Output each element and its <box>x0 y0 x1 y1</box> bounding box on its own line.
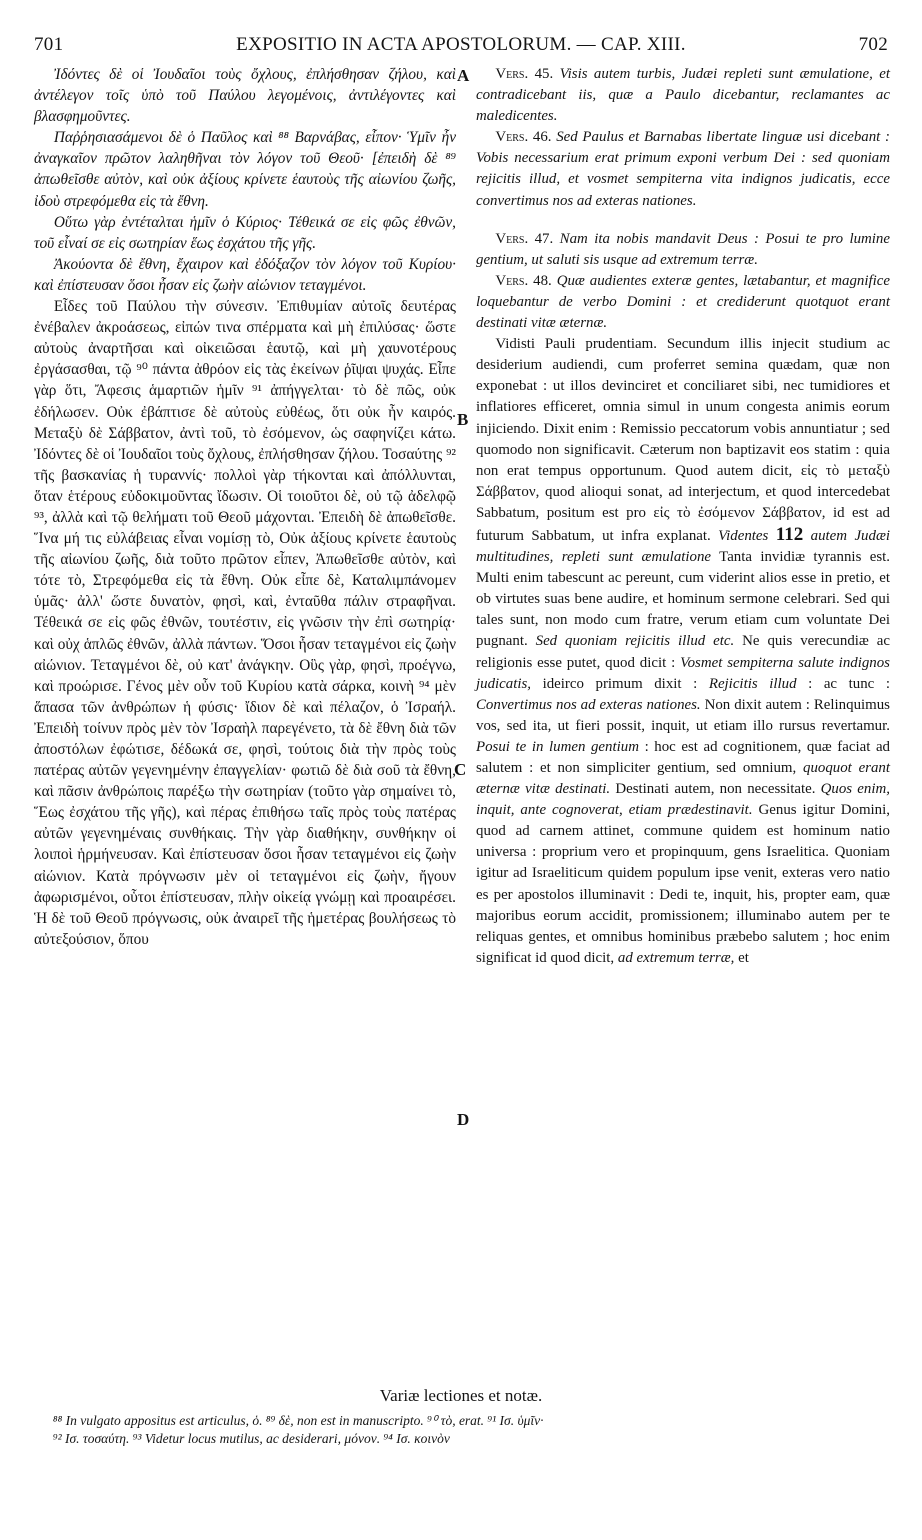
margin-mark-b: B <box>457 410 469 429</box>
verse-text: Sed Paulus et Barnabas libertate linguæ usi dicebant : Vobis necessarium erat primum exponi verbum Dei : sed quoniam rejicitis illud, et vosmet sempiterna vita indignos judicatis, ecce convertimus nos ad exteras nationes. <box>476 129 890 209</box>
running-title: EXPOSITIO IN ACTA APOSTOLORUM. — CAP. XIII. <box>236 34 686 55</box>
page-number-left: 701 <box>34 34 64 55</box>
greek-verse-47: Οὕτω γὰρ ἐντέταλται ἡμῖν ὁ Κύριος· Τέθεικά σε εἰς φῶς ἐθνῶν, τοῦ εἶναί σε εἰς σωτηρίαν ἕως ἐσχάτου τῆς γῆς. <box>34 213 456 252</box>
lemma: Convertimus nos ad exteras nationes. <box>476 696 701 713</box>
commentary-text: Non dixit autem : Relinquimus vos, sed ita, ut fieri possit, inquit, ut etiam illo rursus revertamur. <box>476 696 890 734</box>
latin-verse-45 <box>476 64 890 127</box>
commentary-text: Ne quis verecundiæ ac religionis esse putet, quod dicit : <box>476 633 890 671</box>
lemma: ad extremum terræ, <box>617 949 735 966</box>
verse-label: Vers. 48. <box>495 272 552 289</box>
commentary-text: Destinati autem, non necessitate. <box>615 781 816 798</box>
lemma: Sed quoniam rejicitis illud etc. <box>535 633 735 650</box>
greek-column <box>34 64 456 950</box>
lemma: quoquot erant æternæ vitæ destinati. <box>476 760 890 798</box>
verse-text: Visis autem turbis, Judæi repleti sunt æmulatione, et contradicebant iis, quæ a Paulo dicebantur, reclamantes ac maledicentes. <box>476 66 890 125</box>
commentary-text: Genus igitur Domini, quod ad carnem attinet, commune quidem est hominum natio universa : proprium vero et propinquum, gens Israelitica. Quoniam igitur ad Israeliticum quidem populum ipse venit, exteras vero natio es per apostolos illuminavit : Dedi te, inquit, his, propter eam, quæ majoribus eorum accidit, promissionem; illuminabo autem per te reliquas gentes, et omnibus hominibus præbebo salutem ; hoc enim significat id quod dicit, <box>476 802 890 966</box>
greek-verse-48: Ἀκούοντα δὲ ἔθνη, ἔχαιρον καὶ ἐδόξαζον τὸν λόγον τοῦ Κυρίου· καὶ ἐπίστευσαν ὅσοι ἦσαν εἰς ζωὴν αἰώνιον τεταγμένοι. <box>34 255 456 294</box>
latin-verse-48 <box>476 271 890 334</box>
latin-verse-46 <box>476 127 890 211</box>
latin-column <box>476 64 890 969</box>
latin-verse-47 <box>476 229 890 271</box>
verse-label: Vers. 47. <box>495 230 554 247</box>
margin-mark-a: A <box>457 66 470 85</box>
greek-commentary: Εἶδες τοῦ Παύλου τὴν σύνεσιν. Ἐπιθυμίαν αὐτοῖς δευτέρας ἐνέβαλεν ἀκροάσεως, εἰπών τινα σπέρματα καὶ μὴ ἐπιλύσας· ὥστε αὐτοὺς ἀναρτῆσαι καὶ οἰκειῶσαι ἑαυτῷ, καὶ μὴ χαυνοτέρους ἐργάσασθαι, τῷ ⁹⁰ πάντα ἀθρόον εἰς τὰς ἐκείνων ῥῖψαι ψυχάς. Εἶπε γὰρ ὅτι, Ἄφεσις ἁμαρτιῶν ἡμῖν ⁹¹ ἀπήγγελται· τὸ δὲ πῶς, οὐκ ἐδήλωσεν. Οὐκ ἐβάπτισε δὲ αὐτοὺς εὐθέως, ὅτι οὐκ ἦν καιρός. Μεταξὺ δὲ Σάββατον, ἀντὶ τοῦ, τὸ ἐσόμενον, ὡς σαφηνίζει κάτω. Ἰδόντες δὲ οἱ Ἰουδαῖοι τοὺς ὄχλους, ἐπλήσθησαν ζήλου. Τοσαύτης ⁹² τῆς βασκανίας ἡ τυραννίς· πολλοὶ γὰρ τήκονται καὶ ἀπόλλυνται, ὅταν ἑτέρους εὐδοκιμοῦντας ἴδωσιν. Οἱ τοιοῦτοι δὲ, οὐ τῷ ἀδελφῷ ⁹³, ἀλλὰ καὶ τῷ θελήματι τοῦ Θεοῦ μάχονται. Ἐπειδὴ δὲ ἀπωθεῖσθε. Ἵνα μή τις εὐλάβειας εἶναι νομίσῃ τὸ, Οὐκ ἀξίους κρίνετε ἑαυτοὺς τῆς αἰωνίου ζωῆς, διὰ τοῦτο πρῶτον εἶπεν, Ἀπωθεῖσθε αὐτὸν, καὶ τότε τὸ, Στρεφόμεθα εἰς τὰ ἔθνη. Οὐκ εἶπε δὲ, Καταλιμπάνομεν ὑμᾶς· ἀλλ' ὥστε δυνατὸν, φησὶ, καὶ, ἐνταῦθα πάλιν στραφῆναι. Τέθεικά σε εἰς φῶς ἐθνῶν, τουτέστιν, εἰς γνῶσιν τὴν ἐπὶ σωτηρίᾳ· καὶ οὐχ ἁπλῶς ἐθνῶν, ἀλλὰ πάντων. Ὅσοι ἦσαν τεταγμένοι εἰς ζωὴν αἰώνιον. Τεταγμένοι δὲ, οὐ κατ' ἀνάγκην. Οὓς γὰρ, φησὶ, προέγνω, καὶ προώρισε. Γένος μὲν οὖν τοῦ Κυρίου κατὰ σάρκα, κοινὴ ⁹⁴ μὲν ἅπασα τῶν ἀνθρώπων ἡ φύσις· ἴδιον δὲ καὶ πέλαζον, ὁ Ἰσραήλ. Ἐπειδὴ τοίνυν πρὸς μὲν τὸν Ἰσραὴλ παρεγένετο, τὰ δὲ ἔθνη διὰ τῶν ἀποστόλων ἐφώτισε, δέδωκά σε, φησὶ, τούτοις διὰ τὴν πρὸς τοὺς πατέρας αὐτῶν γεγενημένην ἐπαγγελίαν· φωτιῶ δὲ διὰ σοῦ τὰ ἔθνη, καὶ πᾶσιν ἀνθρώποις παρέξω τὴν σωτηρίαν (τοῦτο γὰρ σημαίνει τὸ, Ἕως ἐσχάτου τῆς γῆς), καὶ πέρας ἐπιθήσω ταῖς πρὸς τοὺς πατέρας αὐτῶν γεγενημέναις συνθήκαις. Τὴν γὰρ διαθήκην, συνθήκην οἱ λοιποὶ ἡρμήνευσαν. Καὶ ἐπίστευσαν ὅσοι ἦσαν τεταγμένοι εἰς ζωὴν αἰώνιον. Κατὰ πρόγνωσιν μὲν οἱ τεταγμένοι εἰς ζωὴν, ἤγουν ἀφωρισμένοι, οὗτοι ἐπίστευσαν, πλὴν οἰκείᾳ γνώμῃ καὶ προαιρέσει. Ἡ δὲ τοῦ Θεοῦ πρόγνωσις, οὐκ ἀναιρεῖ τῆς ἡμετέρας βουλήσεως τὸ αὐτεξούσιον, ὅπου <box>34 298 456 948</box>
verse-text: Nam ita nobis mandavit Deus : Posui te pro lumine gentium, ut saluti sis usque ad extremum terræ. <box>476 230 890 268</box>
verse-text: Quæ audientes exteræ gentes, lætabantur, et magnifice loquebantur de verbo Domini : et crediderunt quotquot erant destinati vitæ æternæ. <box>476 272 890 332</box>
footnotes <box>34 1412 890 1448</box>
commentary-text: : ac tunc : <box>808 675 890 692</box>
running-header <box>34 34 888 58</box>
lemma: autem Judæi multitudines, repleti sunt æmulatione <box>476 527 891 566</box>
lemma: Quos enim, inquit, ante cognoverat, etiam prædestinavit. <box>476 781 890 819</box>
commentary-text: Tanta invidiæ tyrannis est. Multi enim tabescunt ac pereunt, cum viderint alios esse in pretio, et ob virtutes suas bene audire, et hominum sermone celebrari. Sed qui tales sunt, non modo cum fratre, verum etiam cum voluntate Dei pugnant. <box>476 549 890 650</box>
lemma: Videntes <box>718 527 769 544</box>
margin-mark-c: C <box>454 760 467 779</box>
verse-label: Vers. 46. <box>495 129 552 146</box>
column-marker: 112 <box>775 523 804 545</box>
latin-commentary <box>476 334 890 969</box>
greek-verse-45: Ἰδόντες δὲ οἱ Ἰουδαῖοι τοὺς ὄχλους, ἐπλήσθησαν ζήλου, καὶ ἀντέλεγον τοῖς ὑπὸ τοῦ Παύλου λεγομένοις, ἀντιλέγοντες καὶ βλασφημοῦντες. <box>34 66 456 126</box>
footnote-line: ⁸⁸ In vulgato appositus est articulus, ὁ. ⁸⁹ δὲ, non est in manuscripto. ⁹⁰ τὸ, erat. ⁹¹ Ισ. ὑμῖν· <box>52 1413 544 1428</box>
page-number-right: 702 <box>858 34 888 55</box>
lemma: Posui te in lumen gentium <box>476 738 639 755</box>
commentary-text: : hoc est ad cognitionem, quæ faciat ad salutem : et non simpliciter gentium, sed omnium, <box>476 738 890 776</box>
footnote-line: ⁹² Ισ. τοσαύτη. ⁹³ Videtur locus mutilus, ac desiderari, μόνον. ⁹⁴ Ισ. κοινὸν <box>52 1431 450 1446</box>
lemma: Vosmet sempiterna salute indignos judicatis, <box>476 654 890 692</box>
verse-label: Vers. 45. <box>495 66 554 82</box>
greek-verse-46: Παῤῥησιασάμενοι δὲ ὁ Παῦλος καὶ ⁸⁸ Βαρνάβας, εἶπον· Ὑμῖν ἦν ἀναγκαῖον πρῶτον λαληθῆναι τὸν λόγον τοῦ Θεοῦ· [ἐπειδὴ δὲ ⁸⁹ ἀπωθεῖσθε αὐτὸν, καὶ οὐκ ἀξίους κρίνετε ἑαυτοὺς τῆς αἰωνίου ζωῆς, ἰδοὺ στρεφόμεθα εἰς τὰ ἔθνη. <box>34 129 456 210</box>
commentary-text: ideirco primum dixit : <box>542 675 698 692</box>
commentary-text: et <box>738 949 749 966</box>
notes-title: Variæ lectiones et notæ. <box>379 1386 543 1405</box>
commentary-text: Vidisti Pauli prudentiam. Secundum illis injecit studium ac desiderium audiendi, cum proferret semina quædam, quæ non exponebat : ut illos devinciret et conciliaret sibi, nec tumidiores et inflatiores efficeret, omnia simul in unum congesta animis eorum injiciendo. Dixit enim : Remissio peccatorum vobis annuntiatur ; sed quomodo non significavit. Cæterum non baptizavit eos statim : quia non erat tempus opportunum. Quod autem dicit, εἰς τὸ μεταξὺ Σάββατον, quod alioqui sonat, ad interjectum, et quod intercedebat Sabbatum, positum est pro εἰς τὸ ἐσόμενον Σάββατον, id est ad futurum Sabbatum, ut infra explanat. <box>476 336 890 544</box>
lemma: Rejicitis illud <box>708 675 797 692</box>
margin-mark-d: D <box>457 1110 470 1129</box>
